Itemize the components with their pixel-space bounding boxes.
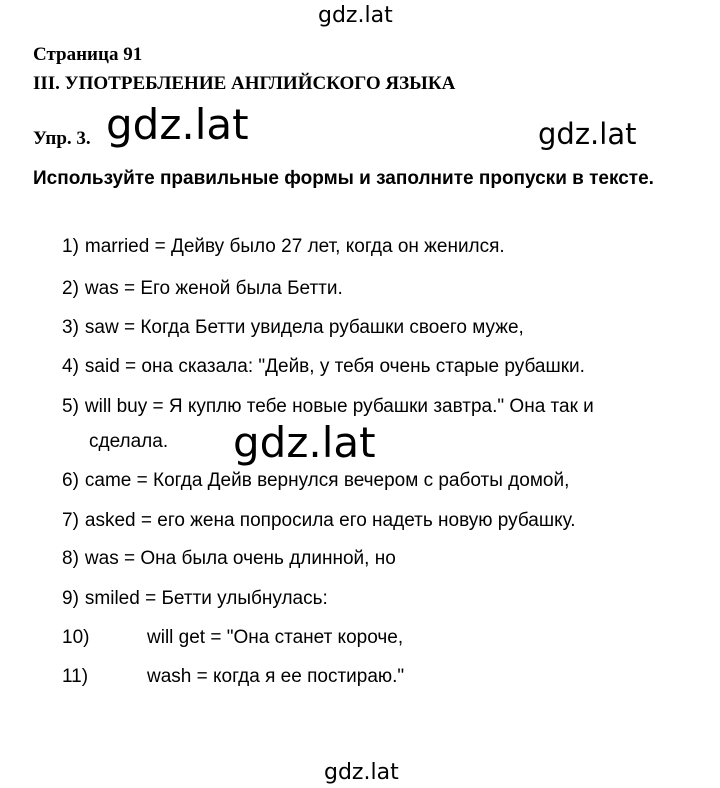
item-number: 2) (62, 278, 79, 299)
list-item (62, 318, 524, 337)
watermark-large-middle: gdz.lat (233, 418, 376, 467)
exercise-label: Упр. 3. (33, 128, 91, 149)
watermark-right: gdz.lat (538, 117, 637, 151)
item-number: 9) (62, 588, 79, 609)
section-title: III. УПОТРЕБЛЕНИЕ АНГЛИЙСКОГО ЯЗЫКА (33, 73, 456, 94)
item-text: smiled = Бетти улыбнулась: (84, 588, 328, 609)
list-item (62, 237, 505, 256)
list-item (62, 549, 396, 568)
item-number: 8) (62, 548, 79, 569)
item-text: saw = Когда Бетти увидела рубашки своего муже, (84, 317, 524, 338)
list-item (62, 589, 328, 608)
item-number: 7) (62, 510, 79, 531)
item-text: was = Его женой была Бетти. (84, 278, 343, 299)
item-text: will get = "Она станет короче, (147, 627, 404, 648)
item-continuation: сделала. (89, 431, 169, 452)
list-item (62, 511, 576, 530)
item-text: wash = когда я ее постираю." (147, 666, 405, 687)
item-number: 1) (62, 236, 79, 257)
item-number: 4) (62, 356, 79, 377)
list-item (62, 357, 585, 376)
watermark-top: gdz.lat (318, 3, 393, 28)
list-item (62, 627, 404, 648)
exercise-instructions: Используйте правильные формы и заполните пропуски в тексте. (33, 168, 654, 189)
watermark-large: gdz.lat (106, 100, 249, 149)
item-text: asked = его жена попросила его надеть новую рубашку. (84, 510, 576, 531)
watermark-bottom: gdz.lat (324, 760, 399, 785)
item-text: came = Когда Дейв вернулся вечером с работы домой, (84, 470, 570, 491)
item-text: was = Она была очень длинной, но (84, 548, 396, 569)
list-item (62, 397, 594, 416)
item-number: 11) (62, 666, 89, 687)
item-text: married = Дейву было 27 лет, когда он женился. (84, 236, 505, 257)
item-text: said = она сказала: "Дейв, у тебя очень старые рубашки. (84, 356, 585, 377)
item-number: 3) (62, 317, 79, 338)
item-number: 5) (62, 396, 79, 417)
item-number: 6) (62, 470, 79, 491)
list-item (62, 666, 405, 687)
list-item (62, 279, 343, 298)
list-item (62, 471, 569, 490)
item-text: will buy = Я куплю тебе новые рубашки завтра." Она так и (84, 396, 594, 417)
page-title: Страница 91 (33, 44, 143, 65)
item-number: 10) (62, 627, 90, 648)
